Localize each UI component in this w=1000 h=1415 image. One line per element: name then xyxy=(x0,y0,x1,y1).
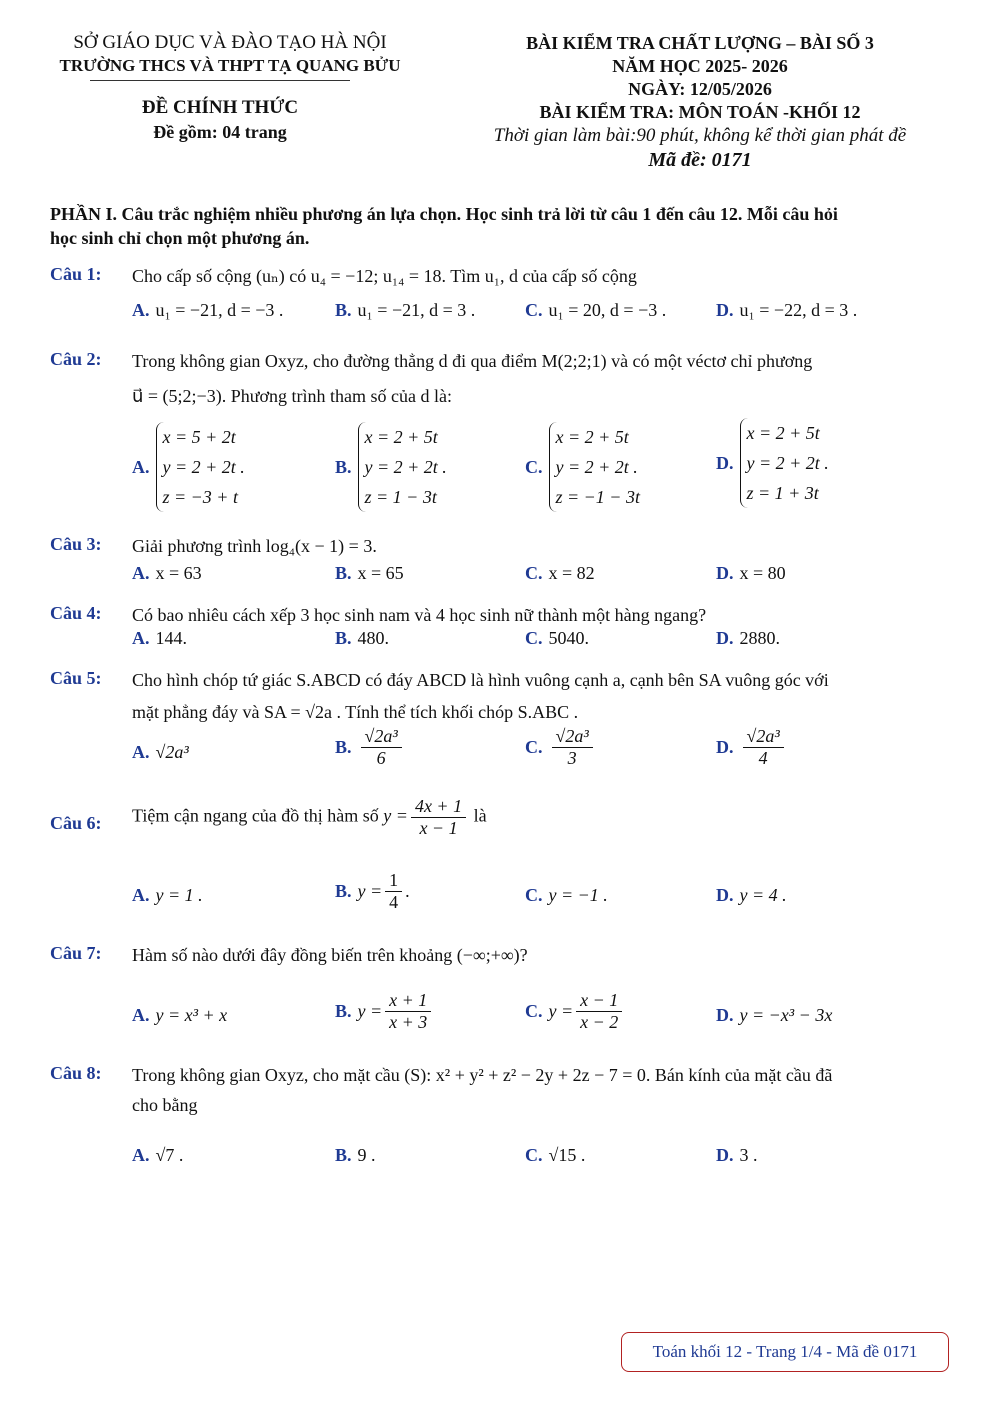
option-d[interactable]: D. $\frac{\text{√2a³}}{4}$ xyxy=(716,726,787,769)
option-c[interactable]: C. y = $\frac{x - 1}{x - 2}$ xyxy=(525,990,625,1033)
option-a[interactable]: A. 144. xyxy=(132,628,187,648)
option-a[interactable]: A. √2a³ xyxy=(132,742,189,762)
dept-name: SỞ GIÁO DỤC VÀ ĐÀO TẠO HÀ NỘI xyxy=(73,32,387,53)
question-text: Cho hình chóp tứ giác S.ABCD có đáy ABCD là hình vuông cạnh a, cạnh bên SA vuông góc với xyxy=(132,670,829,690)
option-c[interactable]: C. $\frac{\text{√2a³}}{3}$ xyxy=(525,726,596,769)
option-a[interactable]: A. x = 5 + 2t y = 2 + 2t . z = −3 + t xyxy=(132,422,245,512)
exam-time: Thời gian làm bài:90 phút, không kể thời gian phát đề xyxy=(493,125,907,146)
header-divider xyxy=(90,80,350,81)
question-label: Câu 7: xyxy=(50,943,102,963)
question-text: Cho cấp số cộng (uₙ) có u₄ = −12; u₁₄ = 18. Tìm u₁, d của cấp số cộng xyxy=(132,266,637,286)
option-c[interactable]: C. 5040. xyxy=(525,628,589,648)
option-c[interactable]: C. y = −1 . xyxy=(525,885,608,905)
question-text: Hàm số nào dưới đây đồng biến trên khoảng (−∞;+∞)? xyxy=(132,945,528,965)
page-footer: Toán khối 12 - Trang 1/4 - Mã đề 0171 xyxy=(621,1332,949,1372)
option-c[interactable]: C. x = 82 xyxy=(525,563,595,583)
question-label: Câu 6: xyxy=(50,813,102,833)
question-text: Giải phương trình log₄(x − 1) = 3. xyxy=(132,536,377,556)
question-text-cont: u⃗ = (5;2;−3). Phương trình tham số của d là: xyxy=(132,386,452,406)
question-label: Câu 4: xyxy=(50,603,102,623)
question-label: Câu 5: xyxy=(50,668,102,688)
exam-code: Mã đề: 0171 xyxy=(648,149,752,171)
option-d[interactable]: D. x = 2 + 5t y = 2 + 2t . z = 1 + 3t xyxy=(716,418,829,508)
option-d[interactable]: D. 3 . xyxy=(716,1145,758,1165)
option-c[interactable]: C. √15 . xyxy=(525,1145,586,1165)
option-d[interactable]: D. y = −x³ − 3x xyxy=(716,1005,833,1025)
question-text: Trong không gian Oxyz, cho đường thẳng d đi qua điểm M(2;2;1) và có một véctơ chỉ phương xyxy=(132,351,813,371)
option-b[interactable]: B. y = $\frac{1}{4}$ . xyxy=(335,870,410,912)
question-text-cont: cho bằng xyxy=(132,1095,198,1115)
option-a[interactable]: A. u₁ = −21, d = −3 . xyxy=(132,300,284,320)
exam-date: NGÀY: 12/05/2026 xyxy=(628,79,772,99)
option-d[interactable]: D. y = 4 . xyxy=(716,885,787,905)
option-a[interactable]: A. y = x³ + x xyxy=(132,1005,228,1025)
option-c[interactable]: C. u₁ = 20, d = −3 . xyxy=(525,300,667,320)
option-b[interactable]: B. $\frac{\text{√2a³}}{6}$ xyxy=(335,726,405,769)
option-b[interactable]: B. x = 65 xyxy=(335,563,404,583)
option-b[interactable]: B. 480. xyxy=(335,628,390,648)
option-a[interactable]: A. y = 1 . xyxy=(132,885,203,905)
option-b[interactable]: B. 9 . xyxy=(335,1145,376,1165)
school-name: TRƯỜNG THCS VÀ THPT TẠ QUANG BỬU xyxy=(59,56,401,75)
option-d[interactable]: D. x = 80 xyxy=(716,563,786,583)
question-text-cont: mặt phẳng đáy và SA = √2a . Tính thể tích khối chóp S.ABC . xyxy=(132,702,579,722)
section-heading-cont: học sinh chỉ chọn một phương án. xyxy=(50,228,310,248)
question-label: Câu 3: xyxy=(50,534,102,554)
official-label: ĐỀ CHÍNH THỨC xyxy=(141,97,299,118)
page-count: Đề gồm: 04 trang xyxy=(153,122,287,142)
option-c[interactable]: C. x = 2 + 5t y = 2 + 2t . z = −1 − 3t xyxy=(525,422,640,512)
option-a[interactable]: A. x = 63 xyxy=(132,563,202,583)
option-d[interactable]: D. u₁ = −22, d = 3 . xyxy=(716,300,858,320)
section-heading: PHẦN I. Câu trắc nghiệm nhiều phương án lựa chọn. Học sinh trả lời từ câu 1 đến câu 12. Mỗi câu hỏi xyxy=(50,204,838,224)
option-d[interactable]: D. 2880. xyxy=(716,628,780,648)
exam-title: BÀI KIỂM TRA CHẤT LƯỢNG – BÀI SỐ 3 xyxy=(526,33,874,53)
exam-subject: BÀI KIỂM TRA: MÔN TOÁN -KHỐI 12 xyxy=(539,102,861,122)
option-b[interactable]: B. x = 2 + 5t y = 2 + 2t . z = 1 − 3t xyxy=(335,422,447,512)
option-a[interactable]: A. √7 . xyxy=(132,1145,184,1165)
question-label: Câu 8: xyxy=(50,1063,102,1083)
school-year: NĂM HỌC 2025- 2026 xyxy=(612,56,788,76)
question-text: Có bao nhiêu cách xếp 3 học sinh nam và 4 học sinh nữ thành một hàng ngang? xyxy=(132,605,707,625)
question-label: Câu 2: xyxy=(50,349,102,369)
question-text: Tiệm cận ngang của đồ thị hàm số y = $\frac{4x + 1}{x - 1}$ là xyxy=(132,796,487,838)
question-label: Câu 1: xyxy=(50,264,102,284)
option-b[interactable]: B. u₁ = −21, d = 3 . xyxy=(335,300,476,320)
question-text: Trong không gian Oxyz, cho mặt cầu (S): x² + y² + z² − 2y + 2z − 7 = 0. Bán kính của mặt cầu đã xyxy=(132,1065,833,1085)
option-b[interactable]: B. y = $\frac{x + 1}{x + 3}$ xyxy=(335,990,434,1033)
